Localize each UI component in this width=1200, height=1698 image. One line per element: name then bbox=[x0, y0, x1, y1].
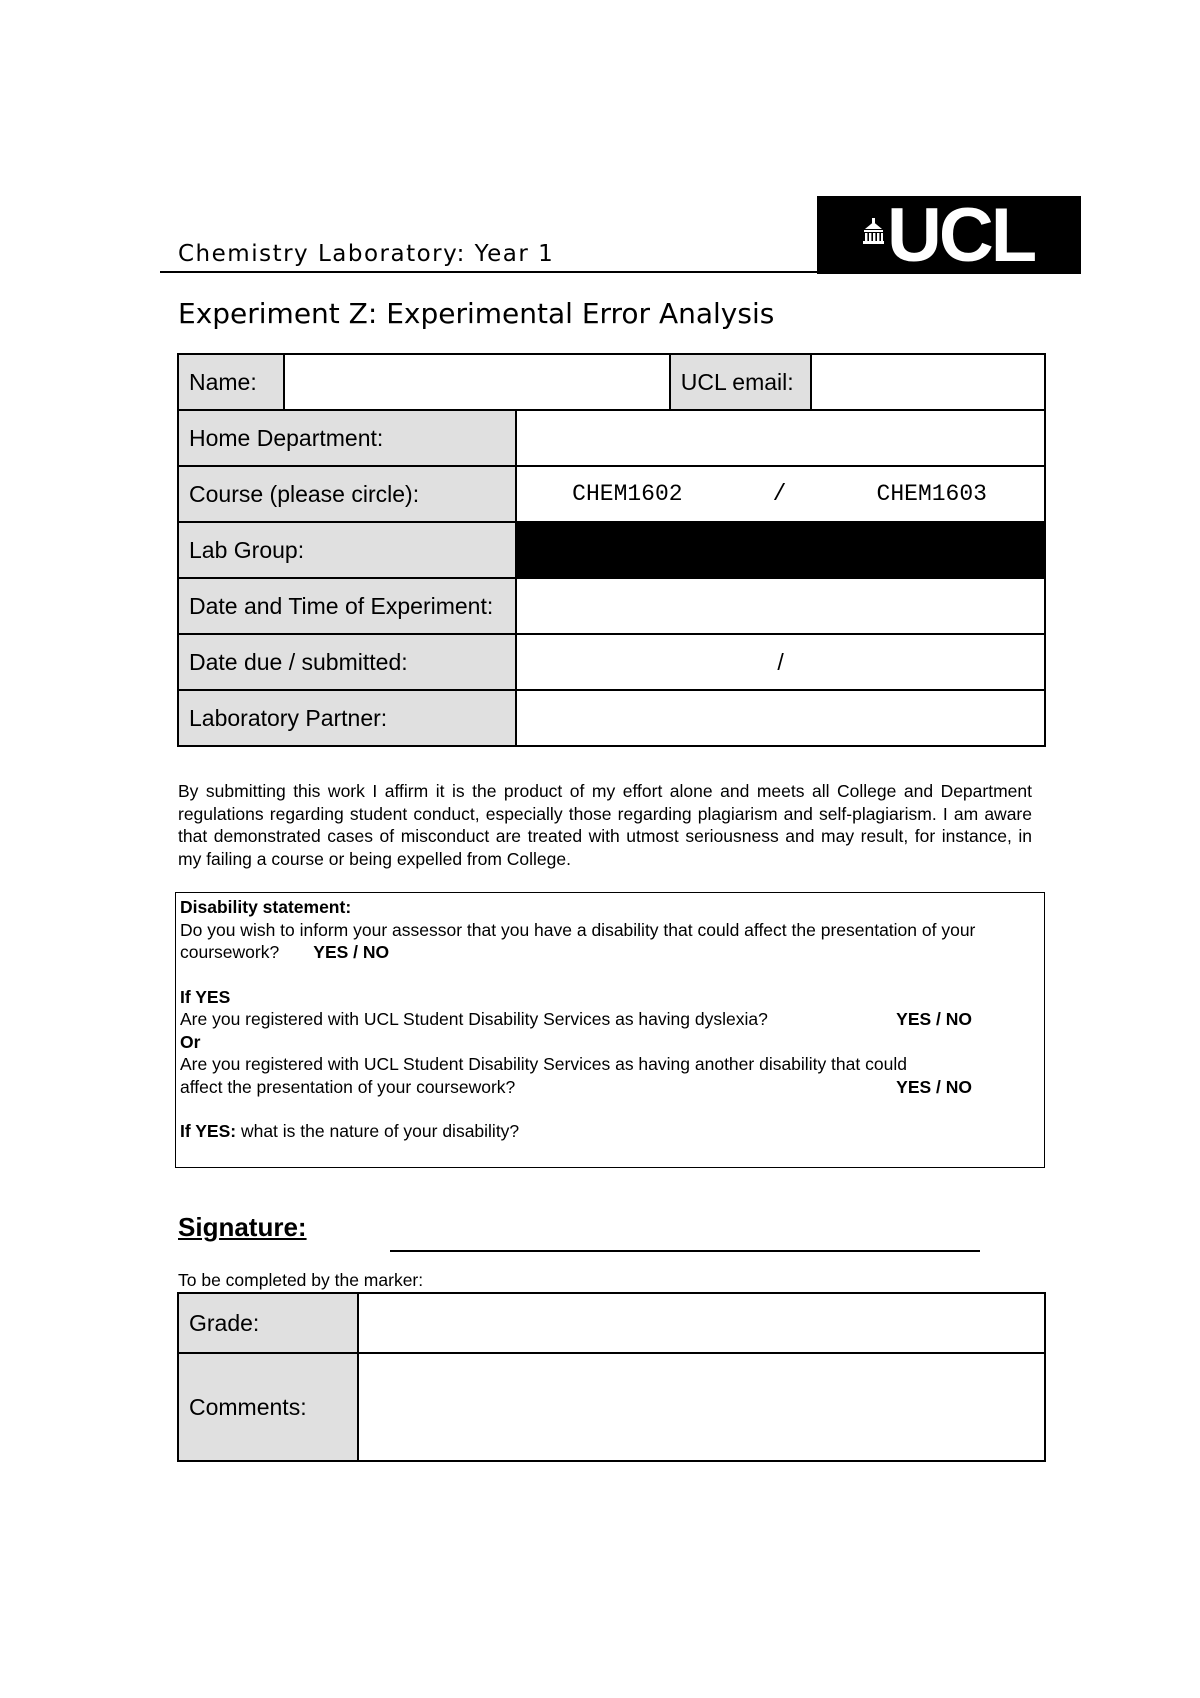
home-department-label: Home Department: bbox=[178, 410, 516, 466]
disability-question-3 bbox=[180, 1076, 1034, 1099]
question-4-text: what is the nature of your disability? bbox=[236, 1121, 520, 1141]
table-row bbox=[178, 466, 1045, 522]
or-label: Or bbox=[180, 1031, 201, 1052]
email-label: UCL email: bbox=[670, 354, 811, 410]
date-time-label: Date and Time of Experiment: bbox=[178, 578, 516, 634]
yes-no-1[interactable]: YES / NO bbox=[313, 942, 390, 962]
question-3a-text: Are you registered with UCL Student Disability Services as having another disability that could bbox=[180, 1054, 907, 1074]
signature-label: Signature: bbox=[178, 1212, 307, 1242]
disability-statement-box bbox=[175, 892, 1045, 1168]
course-options bbox=[516, 466, 1045, 522]
table-row bbox=[178, 354, 1045, 410]
name-label: Name: bbox=[178, 354, 284, 410]
signature-line[interactable] bbox=[390, 1250, 980, 1252]
marker-note: To be completed by the marker: bbox=[178, 1270, 424, 1290]
date-due-label: Date due / submitted: bbox=[178, 634, 516, 690]
if-yes-heading: If YES bbox=[180, 986, 231, 1007]
table-row bbox=[178, 578, 1045, 634]
comments-label: Comments: bbox=[178, 1353, 358, 1461]
lab-group-field bbox=[516, 522, 1045, 578]
header-rule bbox=[160, 271, 818, 273]
disability-heading: Disability statement: bbox=[180, 897, 352, 917]
logo-text: UCL bbox=[887, 193, 1035, 278]
question-1-text: Do you wish to inform your assessor that you have a disability that could affect the presentation of your coursework? bbox=[180, 919, 976, 962]
student-info-table bbox=[177, 353, 1046, 747]
question-2-text: Are you registered with UCL Student Disability Services as having dyslexia? bbox=[180, 1009, 768, 1029]
course-separator: / bbox=[772, 481, 787, 507]
marker-table bbox=[177, 1292, 1046, 1462]
date-time-field[interactable] bbox=[516, 578, 1045, 634]
course-title: Chemistry Laboratory: Year 1 bbox=[178, 241, 555, 267]
yes-no-2[interactable]: YES / NO bbox=[896, 1009, 972, 1029]
disability-question-1 bbox=[180, 919, 1034, 964]
yes-no-3[interactable]: YES / NO bbox=[896, 1076, 972, 1097]
grade-label: Grade: bbox=[178, 1293, 358, 1353]
table-row bbox=[178, 1293, 1045, 1353]
partner-field[interactable] bbox=[516, 690, 1045, 746]
home-department-field[interactable] bbox=[516, 410, 1045, 466]
comments-field[interactable] bbox=[358, 1353, 1045, 1461]
course-option-chem1602[interactable]: CHEM1602 bbox=[572, 481, 683, 507]
disability-question-4 bbox=[180, 1120, 1034, 1143]
if-yes-label: If YES: bbox=[180, 1121, 237, 1141]
table-row bbox=[178, 522, 1045, 578]
date-due-field[interactable] bbox=[516, 634, 1045, 690]
course-option-chem1603[interactable]: CHEM1603 bbox=[876, 481, 987, 507]
date-due-separator: / bbox=[777, 648, 784, 675]
table-row bbox=[178, 1353, 1045, 1461]
lab-group-label: Lab Group: bbox=[178, 522, 516, 578]
email-field[interactable] bbox=[811, 354, 1045, 410]
question-3b-text: affect the presentation of your coursework? bbox=[180, 1076, 516, 1097]
disability-question-2 bbox=[180, 1008, 1034, 1031]
name-field[interactable] bbox=[284, 354, 670, 410]
ucl-logo bbox=[817, 193, 1081, 278]
table-row bbox=[178, 634, 1045, 690]
table-row bbox=[178, 690, 1045, 746]
partner-label: Laboratory Partner: bbox=[178, 690, 516, 746]
declaration-text: By submitting this work I affirm it is the product of my effort alone and meets all College and Department regulations regarding student conduct, especially those regarding plagiarism and self-plagiarism. I am aware that demonstrated cases of misconduct are treated with utmost seriousness and may result, for instance, in my failing a course or being expelled from College. bbox=[178, 781, 1032, 869]
portico-icon bbox=[817, 196, 887, 274]
experiment-title: Experiment Z: Experimental Error Analysis bbox=[178, 297, 775, 330]
table-row bbox=[178, 410, 1045, 466]
grade-field[interactable] bbox=[358, 1293, 1045, 1353]
course-label: Course (please circle): bbox=[178, 466, 516, 522]
